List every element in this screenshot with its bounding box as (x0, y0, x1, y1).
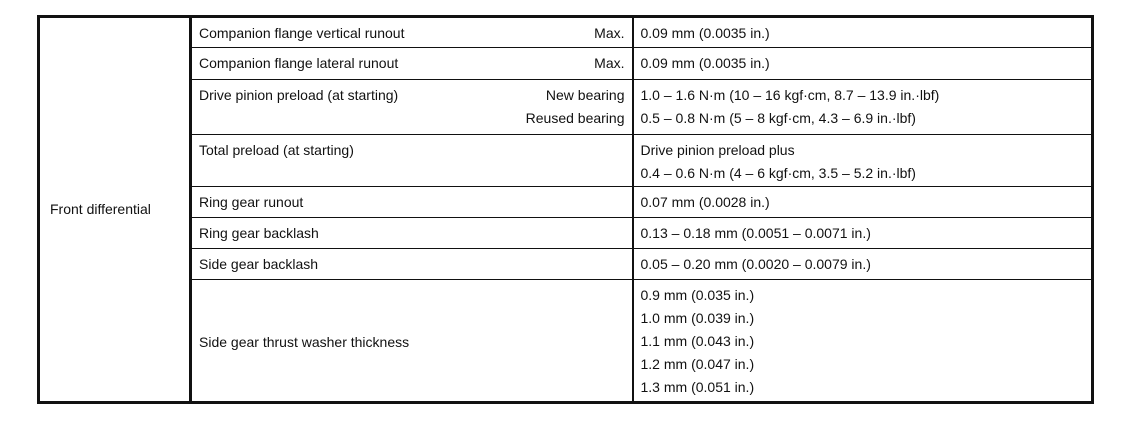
spec-row-thrust-washer (39, 280, 1093, 403)
value-text: 0.4 – 0.6 N·m (4 – 6 kgf·cm, 3.5 – 5.2 in.·lbf) (640, 164, 916, 181)
spec-row-ring-gear-runout (39, 187, 1093, 217)
spec-table (37, 15, 1094, 404)
group-label: Front differential (39, 17, 191, 403)
item-text: Ring gear runout (199, 194, 304, 211)
item-label (191, 79, 633, 134)
item-text: Ring gear backlash (199, 224, 319, 241)
item-text: Total preload (at starting) (199, 141, 354, 158)
value-cell (633, 17, 1093, 48)
item-text: Companion flange vertical runout (199, 25, 405, 41)
value-text: 1.0 mm (0.039 in.) (640, 310, 755, 327)
value-cell (633, 134, 1093, 187)
value-cell (633, 48, 1093, 79)
item-text: Side gear backlash (199, 255, 319, 272)
item-label (191, 280, 633, 403)
value-text: Drive pinion preload plus (640, 141, 795, 158)
qualifier-label: Max. (594, 25, 625, 41)
value-text: 1.0 – 1.6 N·m (10 – 16 kgf·cm, 8.7 – 13.9 in.·lbf) (640, 86, 940, 103)
value-cell (633, 280, 1093, 403)
value-text: 0.9 mm (0.035 in.) (640, 287, 755, 304)
value-cell (633, 79, 1093, 134)
spec-row-lateral-runout (39, 48, 1093, 79)
value-text: 0.09 mm (0.0035 in.) (640, 25, 770, 41)
spec-row-ring-gear-backlash (39, 217, 1093, 248)
value-text: 1.2 mm (0.047 in.) (640, 356, 755, 373)
value-cell (633, 217, 1093, 248)
item-text: Side gear thrust washer thickness (199, 334, 410, 351)
qualifier-label: Max. (594, 55, 625, 72)
qualifier-label: New bearing (545, 86, 625, 103)
item-label (191, 134, 633, 187)
item-label (191, 217, 633, 248)
spec-row-total-preload (39, 134, 1093, 187)
item-label (191, 187, 633, 217)
value-text: 0.5 – 0.8 N·m (5 – 8 kgf·cm, 4.3 – 6.9 in.·lbf) (640, 109, 916, 126)
value-text: 1.3 mm (0.051 in.) (640, 379, 755, 396)
qualifier-label: Reused bearing (525, 109, 625, 126)
item-label (191, 17, 633, 48)
value-text: 0.07 mm (0.0028 in.) (640, 194, 770, 211)
value-cell (633, 248, 1093, 279)
item-label (191, 48, 633, 79)
value-text: 0.13 – 0.18 mm (0.0051 – 0.0071 in.) (640, 224, 871, 241)
item-text: Companion flange lateral runout (199, 55, 399, 72)
item-label (191, 248, 633, 279)
value-text: 0.09 mm (0.0035 in.) (640, 55, 770, 72)
value-text: 1.1 mm (0.043 in.) (640, 333, 755, 350)
value-cell (633, 187, 1093, 217)
spec-row-vertical-runout (39, 17, 1093, 48)
item-text: Drive pinion preload (at starting) (199, 86, 399, 103)
spec-row-side-gear-backlash (39, 248, 1093, 279)
spec-row-pinion-preload (39, 79, 1093, 134)
value-text: 0.05 – 0.20 mm (0.0020 – 0.0079 in.) (640, 255, 871, 272)
